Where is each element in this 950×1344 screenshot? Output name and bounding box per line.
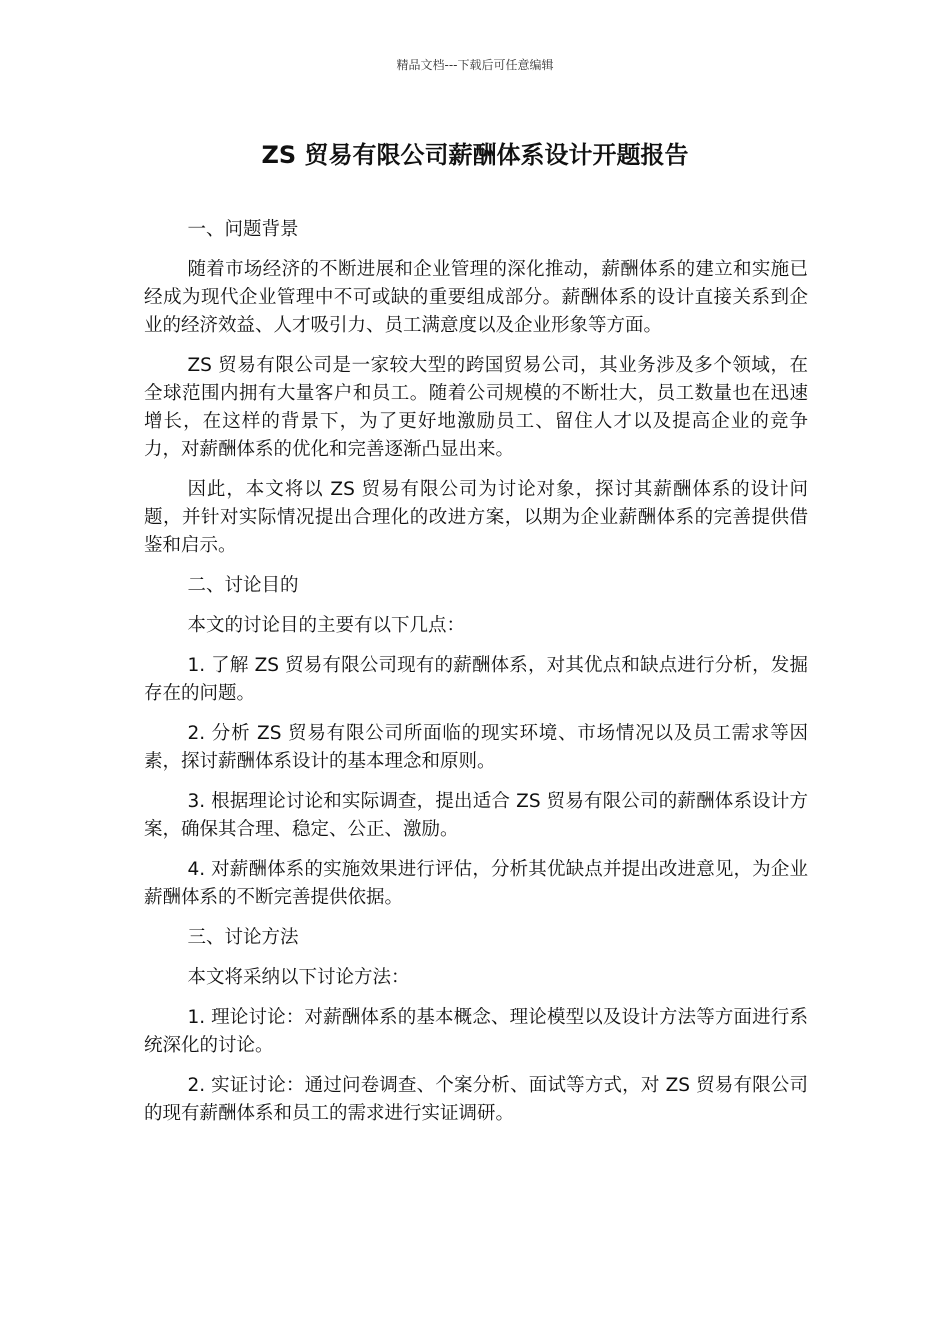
- method-item-1: 1. 理论讨论：对薪酬体系的基本概念、理论模型以及设计方法等方面进行系统深化的讨论。: [144, 1007, 808, 1056]
- document-body: [144, 216, 808, 1140]
- background-paragraph-1: 随着市场经济的不断进展和企业管理的深化推动，薪酬体系的建立和实施已经成为现代企业管理中不可或缺的重要组成部分。薪酬体系的设计直接关系到企业的经济效益、人才吸引力、员工满意度以及企业形象等方面。: [144, 259, 808, 336]
- purpose-item-3: 3. 根据理论讨论和实际调查，提出适合 ZS 贸易有限公司的薪酬体系设计方案，确保其合理、稳定、公正、激励。: [144, 791, 808, 840]
- background-paragraph-3: 因此，本文将以 ZS 贸易有限公司为讨论对象，探讨其薪酬体系的设计问题，并针对实际情况提出合理化的改进方案，以期为企业薪酬体系的完善提供借鉴和启示。: [144, 479, 808, 556]
- section-heading-method: 三、讨论方法: [187, 927, 299, 948]
- method-intro: 本文将采纳以下讨论方法：: [187, 967, 410, 988]
- purpose-item-2: 2. 分析 ZS 贸易有限公司所面临的现实环境、市场情况以及员工需求等因素，探讨薪酬体系设计的基本理念和原则。: [144, 723, 808, 772]
- document-title: ZS 贸易有限公司薪酬体系设计开题报告: [261, 141, 689, 169]
- section-heading-purpose: 二、讨论目的: [187, 575, 299, 596]
- purpose-intro: 本文的讨论目的主要有以下几点：: [187, 615, 465, 636]
- purpose-item-4: 4. 对薪酬体系的实施效果进行评估，分析其优缺点并提出改进意见，为企业薪酬体系的不断完善提供依据。: [144, 859, 808, 908]
- purpose-item-1: 1. 了解 ZS 贸易有限公司现有的薪酬体系，对其优点和缺点进行分析，发掘存在的问题。: [144, 655, 808, 704]
- page-header-watermark: 精品文档---下载后可任意编辑: [396, 58, 554, 72]
- method-item-2: 2. 实证讨论：通过问卷调查、个案分析、面试等方式，对 ZS 贸易有限公司的现有薪酬体系和员工的需求进行实证调研。: [144, 1075, 808, 1124]
- background-paragraph-2: ZS 贸易有限公司是一家较大型的跨国贸易公司，其业务涉及多个领域，在全球范围内拥有大量客户和员工。随着公司规模的不断壮大，员工数量也在迅速增长，在这样的背景下，为了更好地激励员工、留住人才以及提高企业的竞争力，对薪酬体系的优化和完善逐渐凸显出来。: [144, 355, 808, 460]
- section-heading-background: 一、问题背景: [187, 219, 299, 240]
